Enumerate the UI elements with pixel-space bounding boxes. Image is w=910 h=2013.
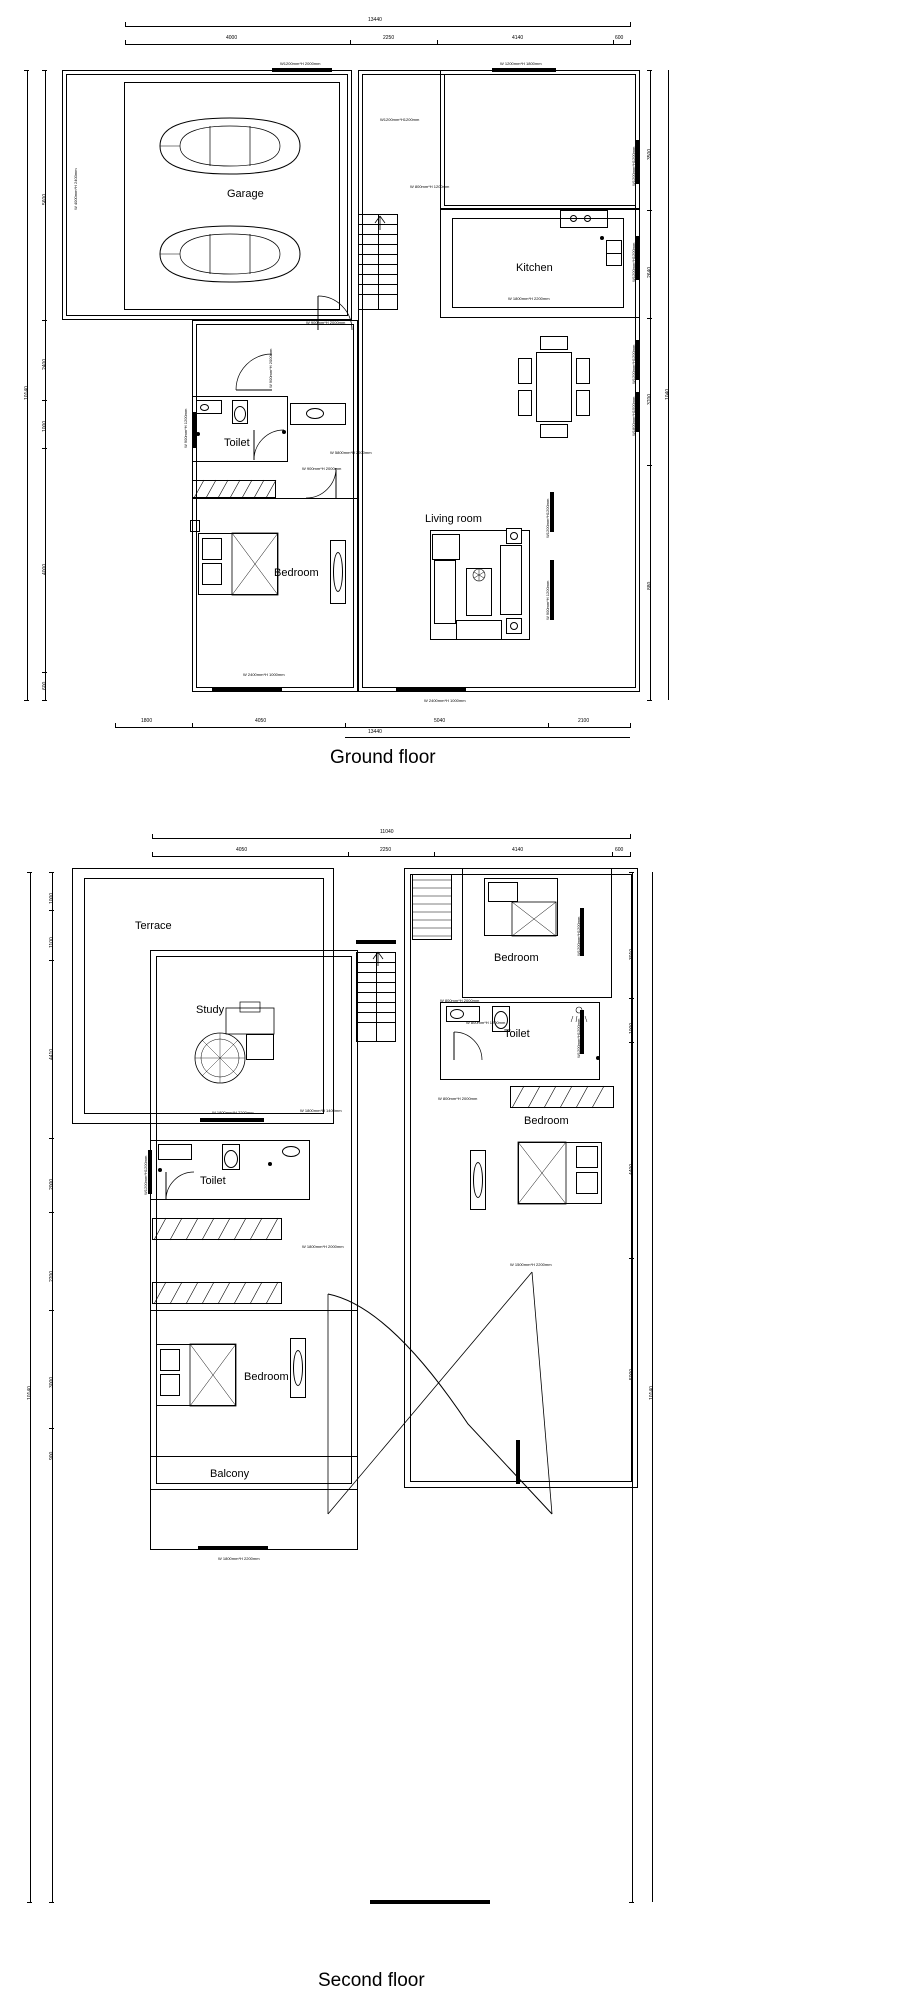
dim-tick [152, 834, 153, 839]
window-opening [516, 1440, 520, 1484]
dim2-left-s4: 2000 [49, 1178, 55, 1190]
dim2-right-s3: 4400 [629, 1163, 635, 1175]
dim2-top-s4: 600 [615, 847, 624, 853]
armchair-top [432, 534, 460, 560]
dim2-top-total: 11040 [380, 829, 394, 835]
nightstand [190, 520, 200, 532]
tag-window: W1200mm*H1200mm [631, 242, 636, 282]
dim2-top-s2: 2250 [380, 847, 392, 853]
dim-tick [125, 22, 126, 27]
tag-window: W1200mm*H1200mm [576, 1018, 581, 1058]
dim-right-s3: 3700 [647, 393, 653, 405]
second-floor-title: Second floor [318, 1970, 425, 1991]
dim-tick [42, 700, 47, 701]
tag-window: W 900mm*H 1200mm [183, 408, 188, 448]
upper-right-room-inner [444, 74, 636, 206]
fixture-dot [268, 1162, 272, 1166]
wardrobe-right-detail [333, 552, 343, 592]
toilet-ground-wc-bowl-icon [234, 406, 246, 422]
tag-window: W1800mm*H1500mm [631, 396, 636, 436]
dim-tick [125, 40, 126, 45]
dim2-right-total: 10140 [649, 1386, 655, 1400]
dim-tick [437, 40, 438, 45]
dim-tick [548, 723, 549, 728]
ground-floor-plan [0, 0, 910, 790]
dim-tick [647, 70, 652, 71]
fixture-dot [596, 1056, 600, 1060]
dim-left-seg-line [45, 70, 46, 700]
window-opening [636, 236, 640, 280]
dim-right-total-line [668, 70, 669, 700]
tag-window: W 1800mm*H 1400mm [300, 1108, 342, 1113]
dim2-right-s1: 3010 [629, 948, 635, 960]
room-label-bedroom-bottom: Bedroom [244, 1371, 289, 1383]
bed-quilt-top-right [512, 902, 556, 936]
dim-right-s2: 2640 [647, 266, 653, 278]
dim-tick [49, 1428, 54, 1429]
window-opening [492, 68, 556, 72]
dining-chair [518, 358, 532, 384]
dim-tick [350, 40, 351, 45]
tag-door: W 900mm*H 2000mm [268, 348, 273, 388]
dim-tick [629, 1902, 634, 1903]
dim-tick [647, 465, 652, 466]
dim-top-s2: 2250 [383, 35, 395, 41]
tag-window: W1200mm*H 2000mm [280, 61, 321, 66]
dim-top-total: 13440 [368, 17, 382, 23]
dim-tick [42, 70, 47, 71]
plant-icon [470, 566, 488, 584]
tag-window: W 800mm*H 2000mm [438, 1096, 478, 1101]
dim-tick [24, 70, 29, 71]
dim2-left-s5: 2200 [49, 1270, 55, 1282]
dim-tick [647, 700, 652, 701]
tag-window: W 2400mm*H 1000mm [424, 698, 466, 703]
dim-tick [613, 40, 614, 45]
dim-tick [42, 400, 47, 401]
fixture-dot [158, 1168, 162, 1172]
window-opening [356, 940, 396, 944]
dining-chair [576, 390, 590, 416]
tag-window: W 900mm*H 1200mm [545, 580, 550, 620]
dim-tick [152, 852, 153, 857]
toilet-ground-basin-icon [200, 404, 209, 411]
dim-tick [630, 22, 631, 27]
dim-tick [49, 1138, 54, 1139]
dim-tick [49, 910, 54, 911]
study-rug-circle [194, 1032, 246, 1084]
window-opening [396, 688, 466, 692]
dim-tick [49, 1902, 54, 1903]
door-bedroom-ground [306, 468, 336, 498]
dim-tick [49, 1310, 54, 1311]
dining-chair [540, 336, 568, 350]
tag-window: W 1200mm*H 1800mm [500, 61, 542, 66]
dim-tick [27, 872, 32, 873]
car-top-icon [150, 110, 310, 182]
dim-tick [348, 852, 349, 857]
dining-chair [576, 358, 590, 384]
tag-window: W 800mm*H 2000mm [440, 998, 480, 1003]
dim-tick [24, 700, 29, 701]
dim-top-seg-line [125, 44, 630, 45]
dim-right-total: 1040 [665, 388, 671, 400]
dim-top-s4: 600 [615, 35, 624, 41]
dim-tick [49, 960, 54, 961]
tag-window: W 2400mm*H 1000mm [243, 672, 285, 677]
bed-pillow [160, 1374, 180, 1396]
wardrobe-hatch-1 [152, 1218, 282, 1240]
dim-left-s5: 600 [42, 681, 48, 690]
dim2-left-s6: 3000 [49, 1376, 55, 1388]
bed-quilt-bottom [190, 1344, 236, 1406]
car-bottom-icon [150, 218, 310, 290]
tag-window: W 900mm*H 2000mm [306, 320, 346, 325]
tag-window: W 1500mm*H 2200mm [510, 1262, 552, 1267]
window-opening [200, 1118, 264, 1122]
dim-bottom-s3: 5040 [434, 718, 446, 724]
window-opening [636, 140, 640, 184]
fixture-dot [196, 432, 200, 436]
window-opening [636, 340, 640, 380]
sofa-bottom [456, 620, 502, 640]
dim-bottom-s4: 2100 [578, 718, 590, 724]
dim-left-s2: 2400 [42, 358, 48, 370]
door-toilet-right [454, 1032, 482, 1060]
dim2-left-s7: 900 [49, 1451, 55, 1460]
wardrobe-hatch-3 [510, 1086, 614, 1108]
window-opening [192, 412, 196, 448]
room-label-toilet-ground: Toilet [224, 437, 250, 449]
bed-pillow [202, 538, 222, 560]
kitchen-hob-burner-icon [584, 215, 591, 222]
dim-tick [630, 723, 631, 728]
dim2-top-seg-line [152, 856, 630, 857]
room-label-toilet-left: Toilet [200, 1175, 226, 1187]
tag-window: W 1800mm*H 2200mm [218, 1556, 260, 1561]
dim-right-seg-line [650, 70, 651, 700]
dim-left-total: 10140 [24, 386, 30, 400]
dim-tick [115, 723, 116, 728]
dim-left-total-line [27, 70, 28, 700]
lamp-icon [510, 532, 518, 540]
dim2-top-s3: 4140 [512, 847, 524, 853]
tag-window: W1200mm*H1200mm [631, 146, 636, 186]
dim-tick [42, 320, 47, 321]
landing-hatch-lines [412, 874, 452, 940]
bed-pillow [576, 1172, 598, 1194]
dim-tick [42, 672, 47, 673]
dim2-left-s1: 1000 [49, 892, 55, 904]
dim-tick [434, 852, 435, 857]
wardrobe-hatch-lines [192, 480, 276, 498]
tag-window: W1200mm*H1200mm [143, 1155, 148, 1195]
room-label-kitchen: Kitchen [516, 262, 553, 274]
tag-window: W1200mm*H1200mm [545, 498, 550, 538]
dim-top-s3: 4140 [512, 35, 524, 41]
wardrobe-bottom-detail [293, 1350, 303, 1386]
kitchen-hob-burner-icon [570, 215, 577, 222]
toilet-left-bath [158, 1144, 192, 1160]
tag-window: W 5800mm*H 2200mm [330, 450, 372, 455]
dim-tick [42, 448, 47, 449]
bed-pillow [160, 1349, 180, 1371]
study-cabinet [246, 1034, 274, 1060]
dim-bottom-s1: 1800 [141, 718, 153, 724]
bed-quilt [232, 533, 278, 595]
wardrobe-hatch-2 [152, 1282, 282, 1304]
dim2-top-total-line [152, 838, 630, 839]
door-entry [236, 354, 272, 390]
dim-tick [612, 852, 613, 857]
window-opening [370, 1900, 490, 1904]
bed-quilt-right [518, 1142, 566, 1204]
bed-pillow [488, 882, 518, 902]
dim-top-total-line [125, 26, 630, 27]
dim2-right-s2: 1000 [629, 1022, 635, 1034]
door-toilet-ground [254, 430, 284, 460]
wardrobe-right-panel-detail [473, 1162, 483, 1198]
dim-tick [630, 834, 631, 839]
toilet-right-bath-basin-icon [450, 1009, 464, 1019]
dim-tick [27, 1902, 32, 1903]
dining-chair [540, 424, 568, 438]
sofa-right [500, 545, 522, 615]
tag-window: W 1800mm*H 2200mm [508, 296, 550, 301]
tag-window: W1200mm*H1200mm [576, 916, 581, 956]
dim-tick [192, 723, 193, 728]
dim-tick [647, 210, 652, 211]
dim-left-s1: 5600 [42, 193, 48, 205]
dim-bottom-s2: 4050 [255, 718, 267, 724]
dim-tick [630, 40, 631, 45]
dim2-top-s1: 4050 [236, 847, 248, 853]
dim-tick [647, 318, 652, 319]
window-opening [198, 1546, 268, 1550]
dim-tick [49, 872, 54, 873]
dim-bottom-total-line [345, 737, 630, 738]
window-opening [272, 68, 332, 72]
second-floor-plan [0, 820, 910, 2013]
dim-bottom-total: 13440 [368, 729, 382, 735]
dim-left-s3: 1000 [42, 420, 48, 432]
garage-door-tag: W 4000mm*H 2400mm [73, 168, 78, 210]
room-label-balcony: Balcony [210, 1468, 250, 1480]
window-opening [636, 392, 640, 432]
room-label-study: Study [196, 1004, 225, 1016]
window-opening [550, 492, 554, 532]
door-toilet-left [166, 1172, 194, 1200]
dim-tick [630, 852, 631, 857]
stair-direction-arrow-icon-2 [364, 950, 392, 966]
dim-right-s1: 3500 [647, 148, 653, 160]
tag-window: W 900mm*H 2000mm [302, 466, 342, 471]
dim-top-s1: 4000 [226, 35, 238, 41]
room-label-garage: Garage [227, 188, 264, 200]
room-label-bedroom-ground: Bedroom [274, 567, 319, 579]
dim2-left-s3: 4410 [49, 1048, 55, 1060]
vanity-basin-icon [306, 408, 324, 419]
bed-pillow [202, 563, 222, 585]
bed-pillow [576, 1146, 598, 1168]
dining-table [536, 352, 572, 422]
tag-window: W1200mm*H1200mm [631, 344, 636, 384]
tag-window: W 800mm*H 1200mm [466, 1020, 506, 1025]
dim-left-s4: 4000 [42, 563, 48, 575]
room-label-toilet-right: Toilet [504, 1028, 530, 1040]
lamp-icon [510, 622, 518, 630]
window-opening [212, 688, 282, 692]
dim-tick [345, 723, 346, 728]
window-opening [148, 1150, 152, 1194]
window-opening [550, 560, 554, 620]
toilet-left-basin-icon [282, 1146, 300, 1157]
tag-window: W 1800mm*H 2200mm [212, 1110, 254, 1115]
room-label-bedroom-top: Bedroom [494, 952, 539, 964]
dim2-left-s2: 1100 [49, 937, 55, 948]
kitchen-fixture-dot [600, 236, 604, 240]
kitchen-sink-divider [606, 253, 622, 254]
room-label-bedroom-right: Bedroom [524, 1115, 569, 1127]
room-label-terrace: Terrace [135, 920, 172, 932]
stair-direction-arrow-icon [366, 214, 394, 230]
sofa-left [434, 560, 456, 624]
dim-tick [49, 1212, 54, 1213]
tag-window: W 800mm*H 1200mm [410, 184, 450, 189]
room-label-living: Living room [425, 513, 482, 525]
dim2-left-total: 10140 [27, 1386, 33, 1400]
tag-window: W1200mm*H1200mm [380, 117, 420, 122]
dining-chair [518, 390, 532, 416]
dim-right-s4: 880 [647, 581, 653, 590]
ground-floor-title: Ground floor [330, 747, 436, 768]
dim2-right-s4: 5000 [629, 1368, 635, 1380]
toilet-left-wc-bowl-icon [224, 1150, 238, 1168]
tag-window: W 1800mm*H 2000mm [302, 1244, 344, 1249]
